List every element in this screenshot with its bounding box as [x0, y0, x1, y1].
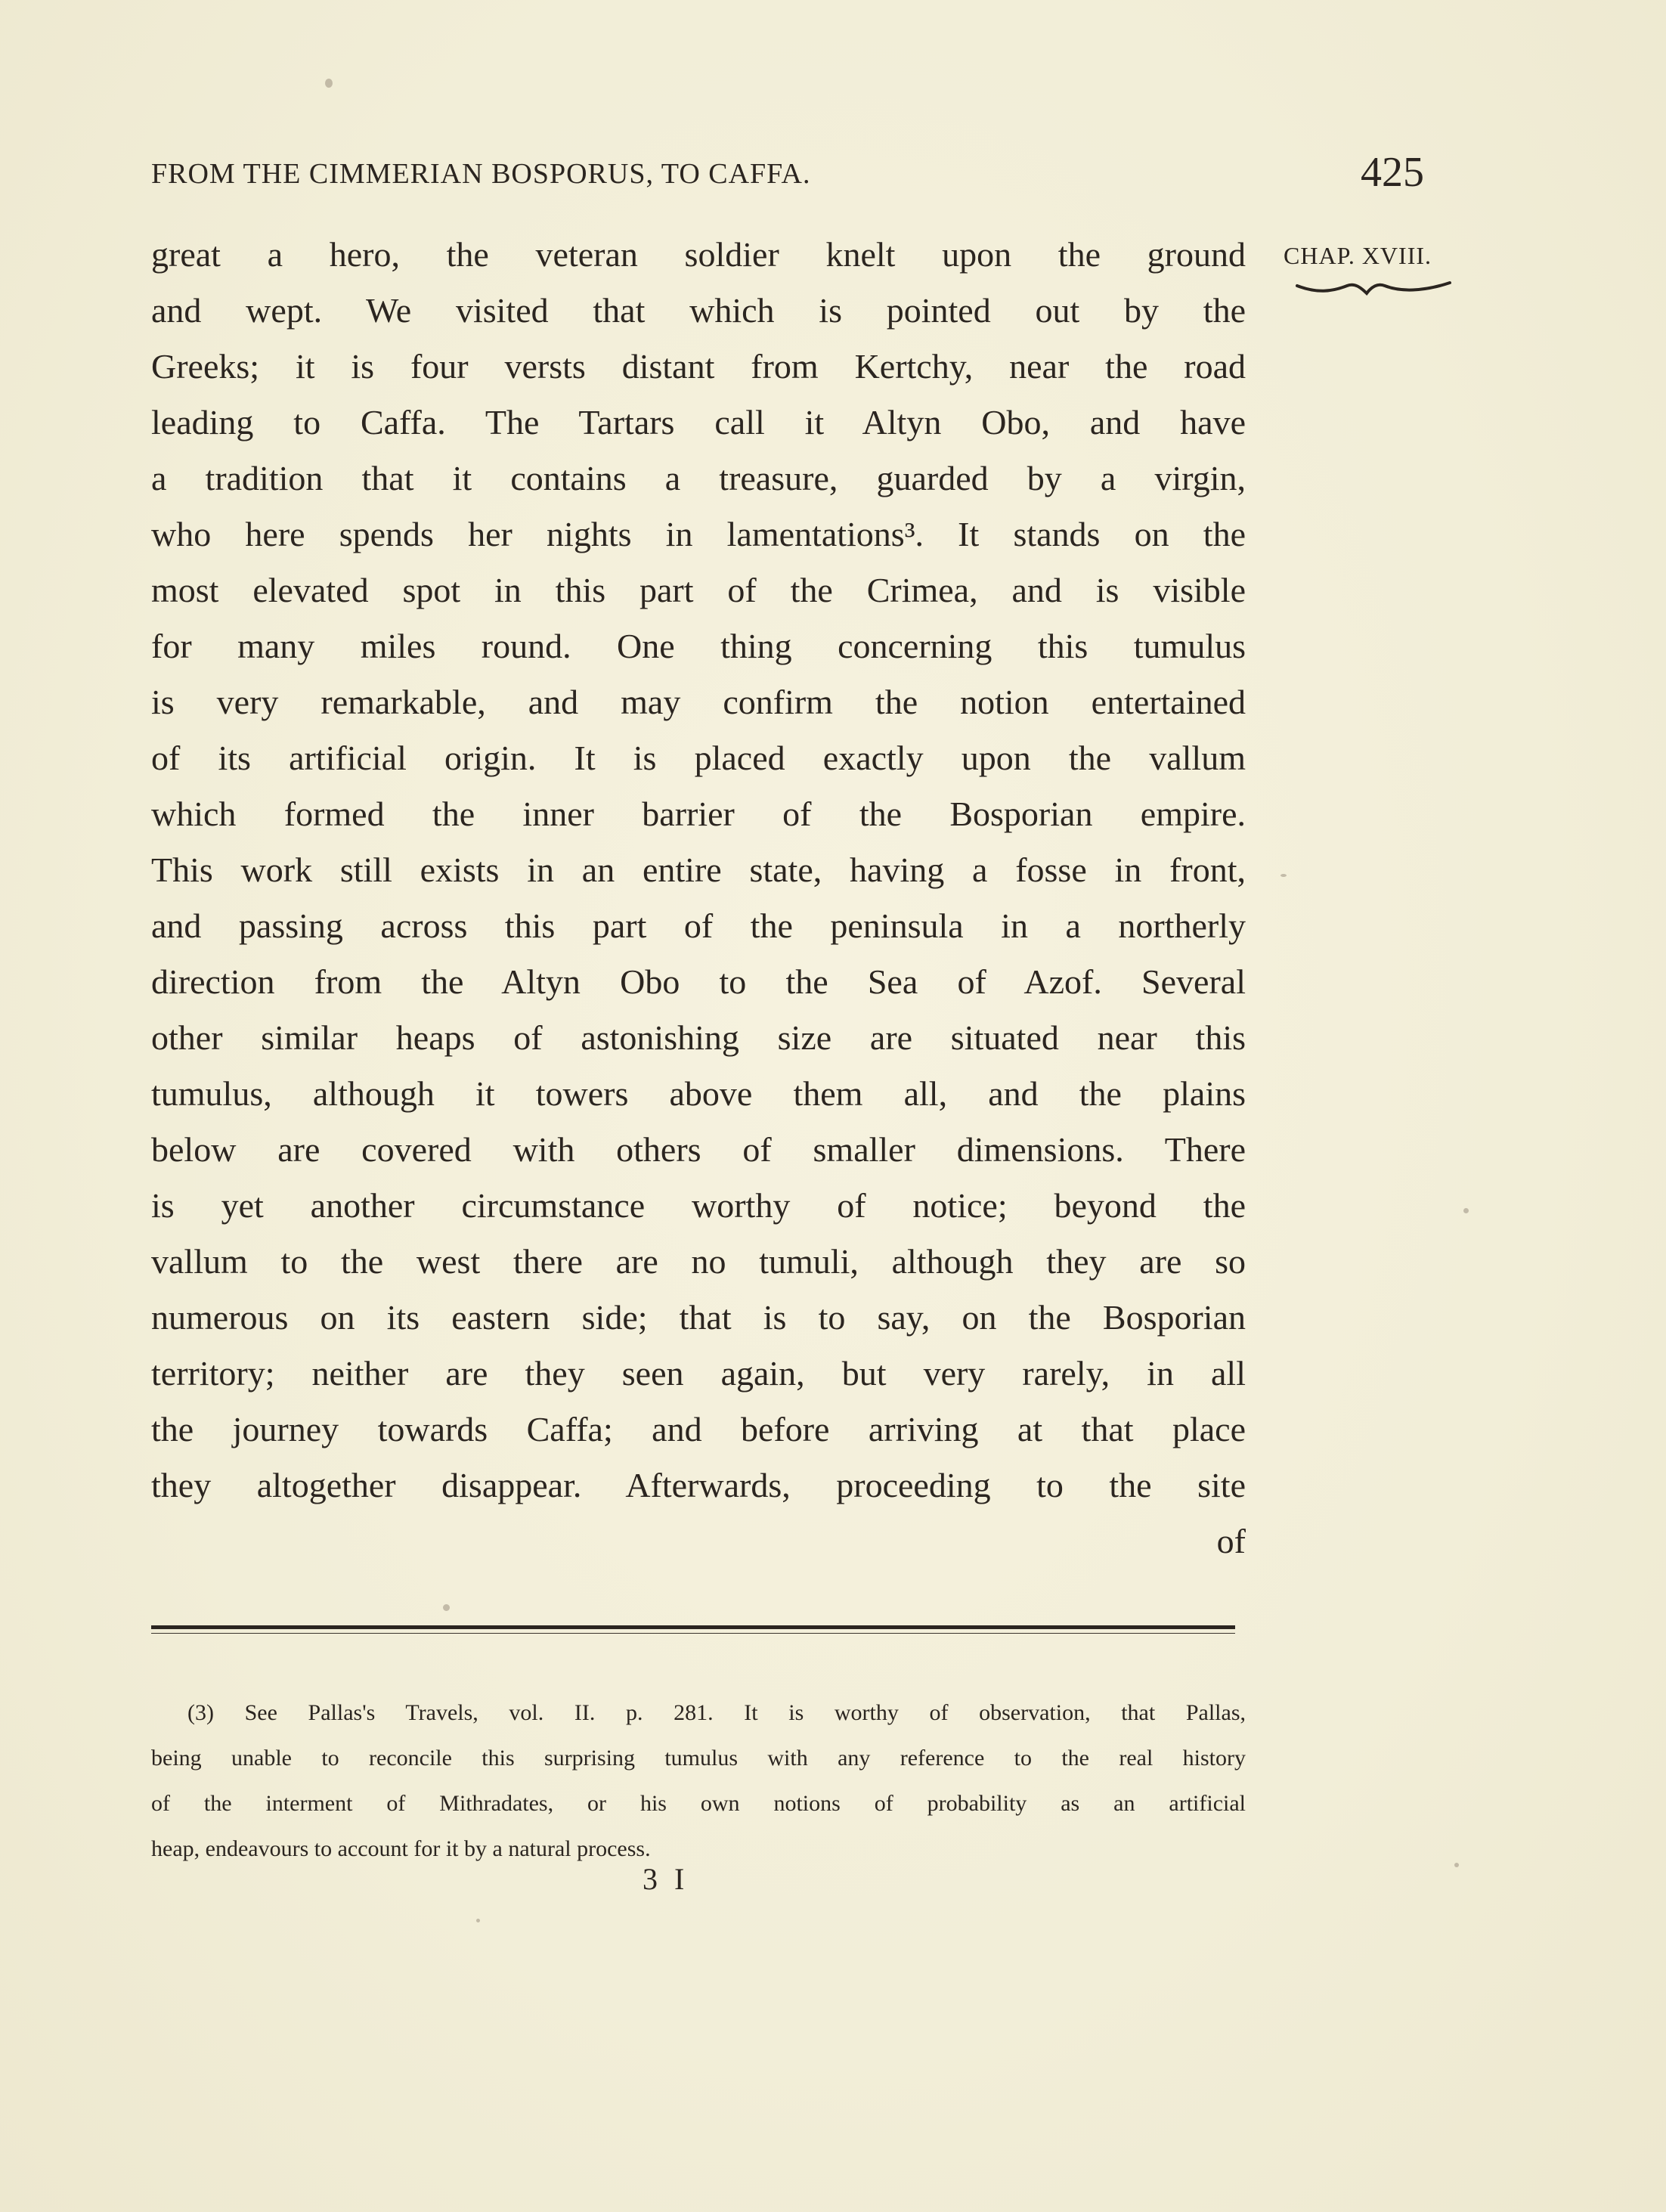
- chapter-marginal-label: CHAP. XVIII.: [1284, 242, 1432, 269]
- body-text: [151, 227, 1246, 1569]
- paper-speck: [325, 79, 333, 88]
- text-line: territory; neither are they seen again, but very rarely, in all: [151, 1354, 1246, 1393]
- paper-speck: [476, 1919, 480, 1922]
- text-line: direction from the Altyn Obo to the Sea of Azof. Several: [151, 962, 1246, 1001]
- text-line: is yet another circumstance worthy of notice; beyond the: [151, 1186, 1246, 1225]
- text-line: vallum to the west there are no tumuli, although they are so: [151, 1242, 1246, 1281]
- signature-mark: 3 I: [643, 1862, 689, 1896]
- text-line: below are covered with others of smaller dimensions. There: [151, 1130, 1246, 1169]
- footnote: [151, 1690, 1246, 1872]
- paper-speck: [443, 1604, 450, 1611]
- paper-speck: [1463, 1208, 1469, 1213]
- text-line: tumulus, although it towers above them all, and the plains: [151, 1074, 1246, 1113]
- footnote-line: being unable to reconcile this surprising tumulus with any reference to the real history: [151, 1746, 1246, 1771]
- text-line: the journey towards Caffa; and before arriving at that place: [151, 1410, 1246, 1448]
- running-title: FROM THE CIMMERIAN BOSPORUS, TO CAFFA.: [151, 158, 811, 190]
- text-line: is very remarkable, and may confirm the notion entertained: [151, 683, 1246, 721]
- catchword: of: [1216, 1522, 1246, 1560]
- page-number: 425: [1361, 149, 1424, 196]
- footnote-line: (3) See Pallas's Travels, vol. II. p. 281. It is worthy of observation, that Pallas,: [187, 1700, 1246, 1725]
- text-line: leading to Caffa. The Tartars call it Altyn Obo, and have: [151, 403, 1246, 441]
- text-line: most elevated spot in this part of the Crimea, and is visible: [151, 571, 1246, 609]
- text-line: a tradition that it contains a treasure, guarded by a virgin,: [151, 459, 1246, 497]
- text-line: they altogether disappear. Afterwards, proceeding to the site: [151, 1466, 1246, 1504]
- flourish-ornament: [1294, 277, 1453, 302]
- text-line: numerous on its eastern side; that is to say, on the Bosporian: [151, 1298, 1246, 1337]
- footnote-rule-thin: [151, 1633, 1235, 1634]
- text-line: for many miles round. One thing concerning this tumulus: [151, 627, 1246, 665]
- text-line: of its artificial origin. It is placed exactly upon the vallum: [151, 739, 1246, 777]
- text-line: and passing across this part of the peninsula in a northerly: [151, 906, 1246, 945]
- footnote-line: heap, endeavours to account for it by a natural process.: [151, 1836, 651, 1861]
- text-line: who here spends her nights in lamentations³. It stands on the: [151, 515, 1246, 553]
- running-head: [151, 157, 1255, 191]
- footnote-rule: [151, 1625, 1235, 1629]
- text-line: which formed the inner barrier of the Bosporian empire.: [151, 795, 1246, 833]
- text-line: and wept. We visited that which is pointed out by the: [151, 291, 1246, 330]
- footnote-line: of the interment of Mithradates, or his own notions of probability as an artificial: [151, 1791, 1246, 1816]
- text-line: Greeks; it is four versts distant from Kertchy, near the road: [151, 347, 1246, 386]
- text-line: This work still exists in an entire state, having a fosse in front,: [151, 850, 1246, 889]
- paper-speck: [1280, 874, 1287, 877]
- paper-speck: [1454, 1863, 1459, 1867]
- text-line: great a hero, the veteran soldier knelt upon the ground: [151, 235, 1246, 274]
- text-line: other similar heaps of astonishing size are situated near this: [151, 1018, 1246, 1057]
